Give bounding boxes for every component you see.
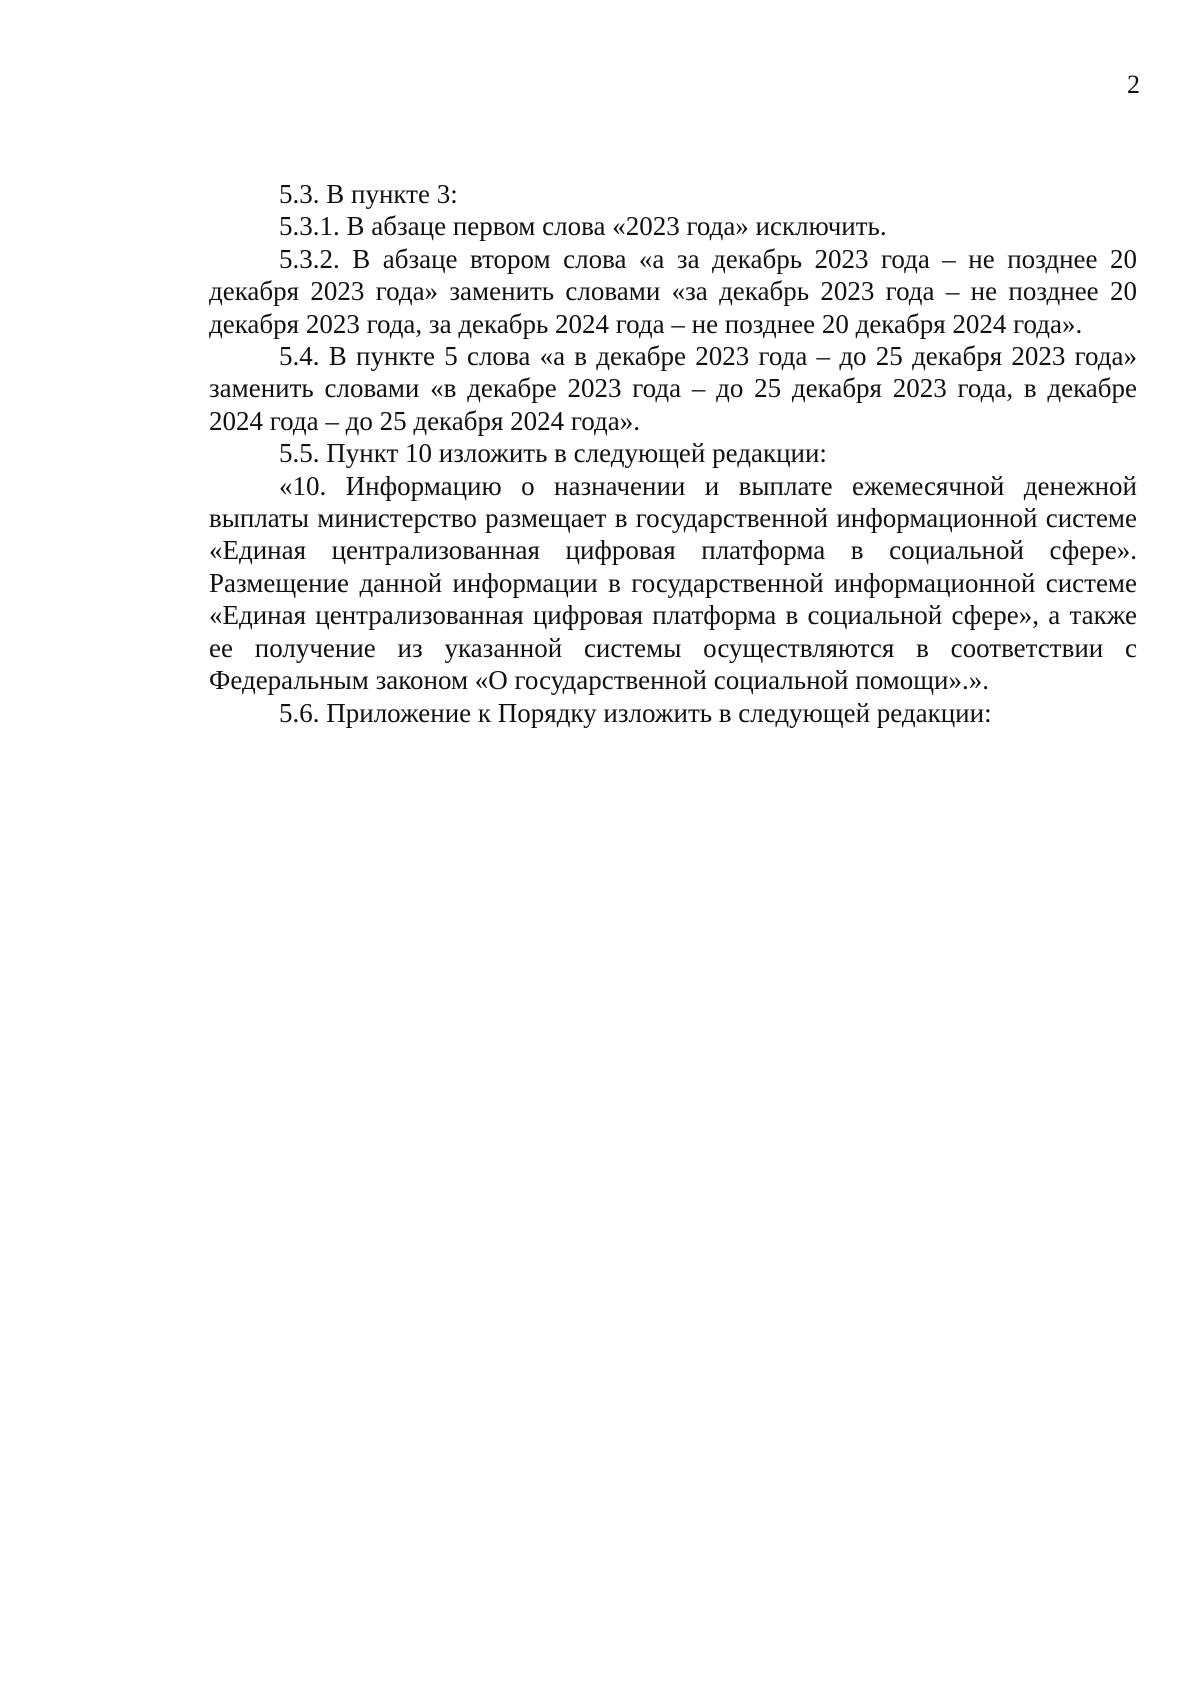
paragraph-5-3-2: 5.3.2. В абзаце втором слова «а за декабрь 2023 года – не позднее 20 декабря 2023 года» заменить словами «за декабрь 2023 года – не позднее 20 декабря 2023 года, за декабрь 2024 года – не позднее 20 декабря 2024 года». — [209, 243, 1137, 339]
paragraph-5-6: 5.6. Приложение к Порядку изложить в следующей редакции: — [279, 697, 992, 728]
paragraph-5-3-1: 5.3.1. В абзаце первом слова «2023 года» исключить. — [279, 211, 887, 242]
paragraph-5-5: 5.5. Пункт 10 изложить в следующей редакции: — [279, 438, 827, 469]
paragraph-point-10: «10. Информацию о назначении и выплате ежемесячной денежной выплаты министерство размещает в государственной информационной системе «Единая централизованная цифровая платформа в социальной сфере». Размещение данной информации в государственной информационной системе «Единая централизованная цифровая платформа в социальной сфере», а также ее получение из указанной системы осуществляются в соответствии с Федеральным законом «О государственной социальной помощи».». — [209, 470, 1137, 696]
document-body — [209, 178, 1137, 729]
paragraph-5-4: 5.4. В пункте 5 слова «а в декабре 2023 года – до 25 декабря 2023 года» заменить словами «в декабре 2023 года – до 25 декабря 2023 года, в декабре 2024 года – до 25 декабря 2024 года». — [209, 341, 1137, 436]
page-number: 2 — [1127, 70, 1140, 99]
paragraph-5-3: 5.3. В пункте 3: — [279, 179, 458, 209]
